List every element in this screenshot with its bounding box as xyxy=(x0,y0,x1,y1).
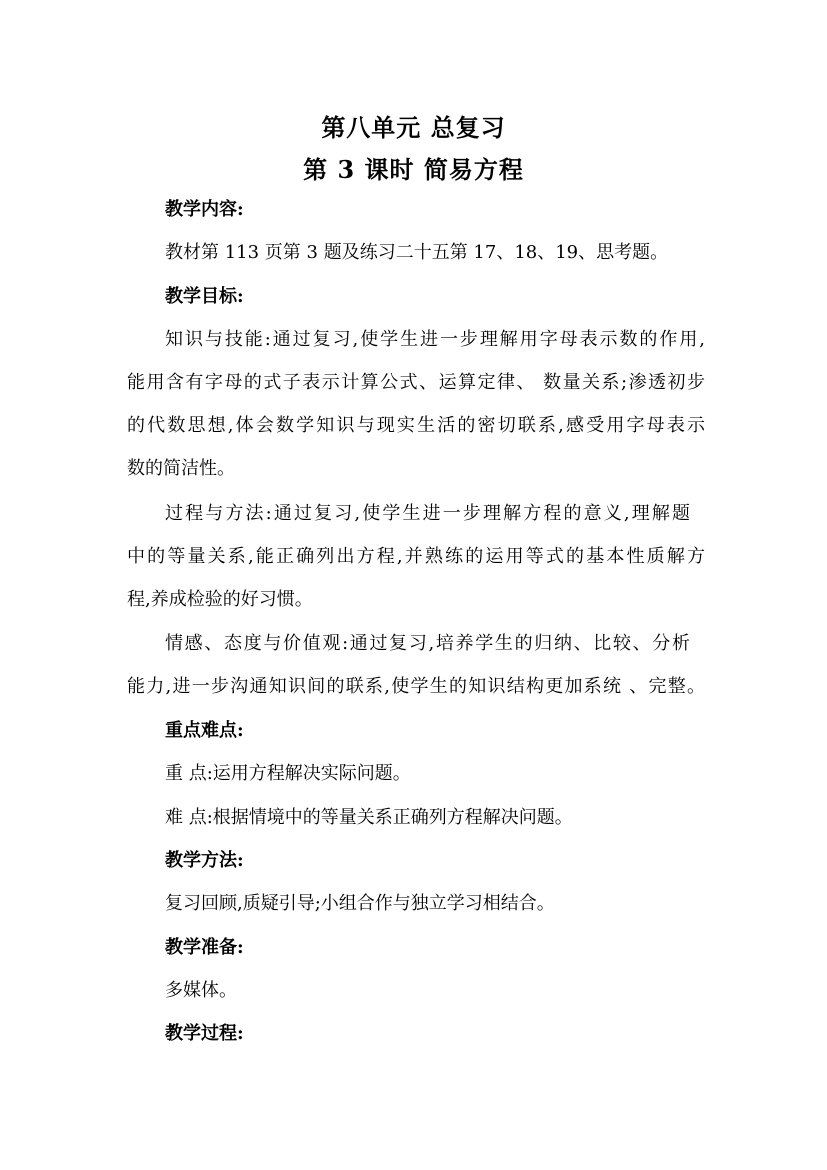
method-text: 复习回顾,质疑引导;小组合作与独立学习相结合。 xyxy=(165,893,555,914)
prep-text: 多媒体。 xyxy=(165,980,237,1001)
procedure-heading: 教学过程: xyxy=(165,1023,244,1044)
content-heading: 教学内容: xyxy=(165,199,244,220)
method-heading: 教学方法: xyxy=(165,850,244,871)
emotion-line-1: 情感、态度与价值观:通过复习,培养学生的归纳、比较、分析 xyxy=(165,633,690,654)
unit-title: 第八单元 总复习 xyxy=(321,113,506,142)
knowledge-line-3: 的代数思想,体会数学知识与现实生活的密切联系,感受用字母表示 xyxy=(127,415,705,436)
difficulty-text: 难 点:根据情境中的等量关系正确列方程解决问题。 xyxy=(165,807,573,828)
knowledge-line-2: 能用含有字母的式子表示计算公式、运算定律、 数量关系;渗透初步 xyxy=(127,372,705,393)
emotion-line-2: 能力,进一步沟通知识间的联系,使学生的知识结构更加系统 、完整。 xyxy=(127,676,705,697)
knowledge-line-1: 知识与技能:通过复习,使学生进一步理解用字母表示数的作用, xyxy=(165,329,705,350)
lesson-title: 第 3 课时 简易方程 xyxy=(303,155,524,184)
process-line-3: 程,养成检验的好习惯。 xyxy=(127,589,313,610)
prep-heading: 教学准备: xyxy=(165,937,244,958)
objectives-heading: 教学目标: xyxy=(165,286,244,307)
keypoint-text: 重 点:运用方程解决实际问题。 xyxy=(165,763,411,784)
knowledge-line-4: 数的简洁性。 xyxy=(127,458,235,479)
process-line-1: 过程与方法:通过复习,使学生进一步理解方程的意义,理解题 xyxy=(165,503,690,524)
keypoints-heading: 重点难点: xyxy=(165,720,244,741)
process-line-2: 中的等量关系,能正确列出方程,并熟练的运用等式的基本性质解方 xyxy=(127,546,705,567)
content-text: 教材第 113 页第 3 题及练习二十五第 17、18、19、思考题。 xyxy=(165,242,669,263)
